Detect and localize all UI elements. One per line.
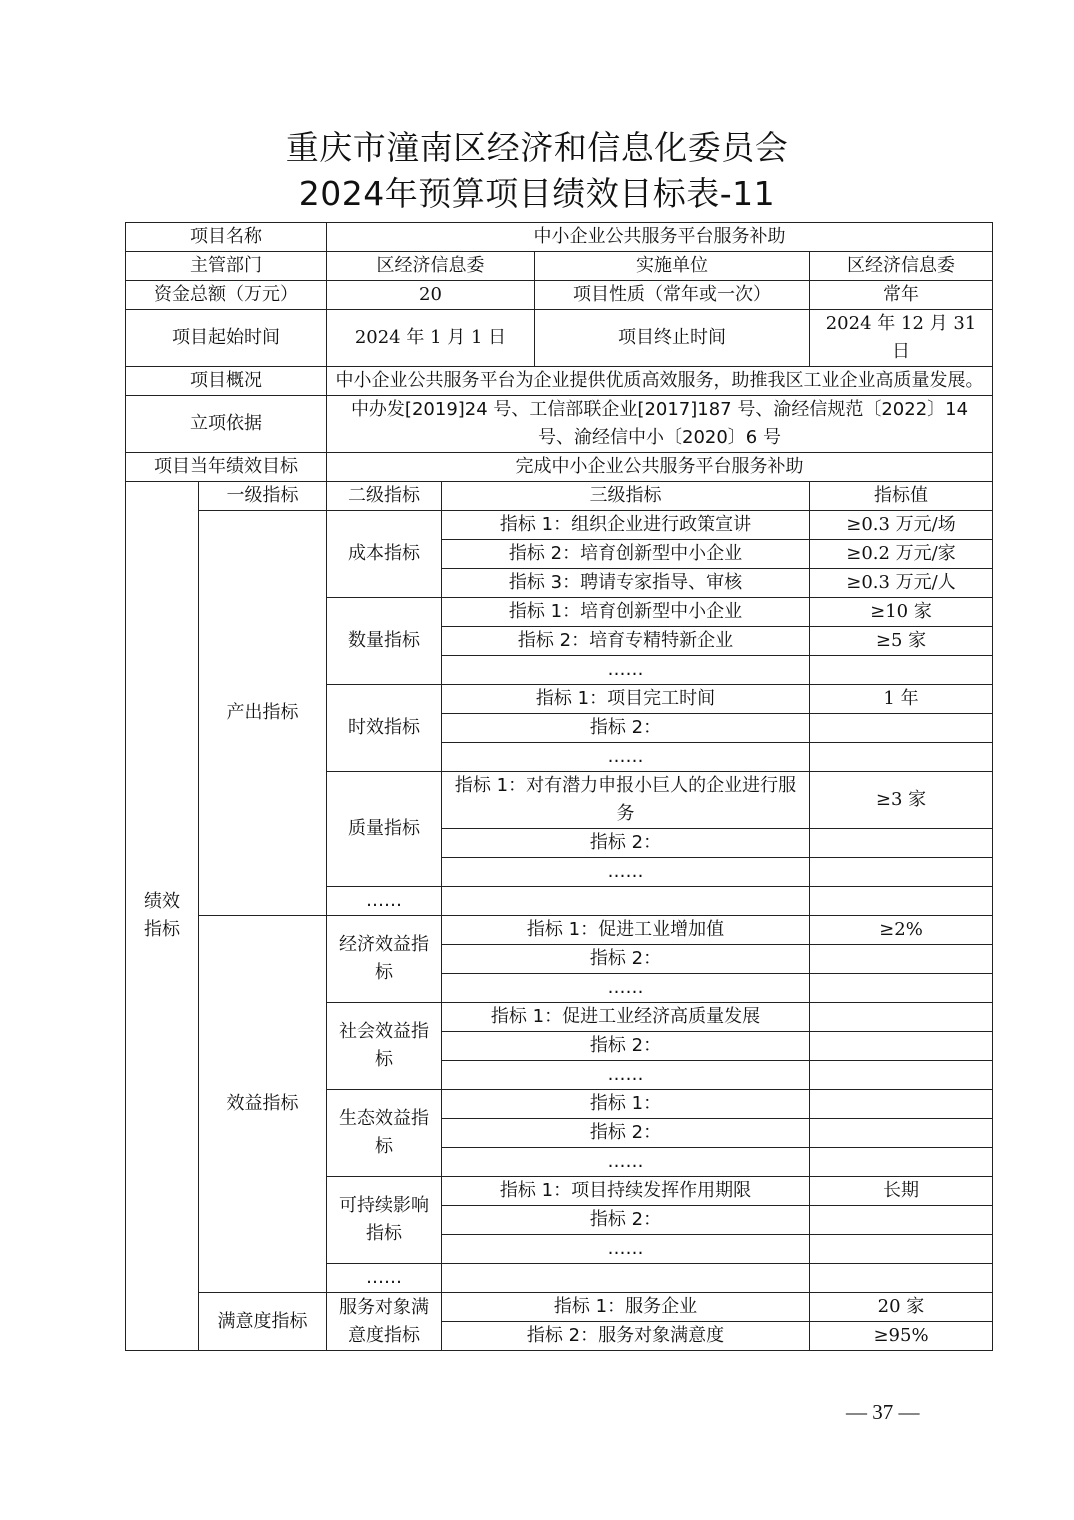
- ecological-row-2-name: 指标 2：: [442, 1119, 810, 1148]
- sustainable-row-1-value: 长期: [810, 1177, 993, 1206]
- quantity-row-3-value: [810, 656, 993, 685]
- ecological-row-3-value: [810, 1148, 993, 1177]
- social-row-1-name: 指标 1：促进工业经济高质量发展: [442, 1003, 810, 1032]
- fund-value: 20: [327, 281, 535, 310]
- economic-indicator-label: 经济效益指标: [327, 916, 442, 1003]
- sustainable-row-2-value: [810, 1206, 993, 1235]
- sustainable-row-2-name: 指标 2：: [442, 1206, 810, 1235]
- timeliness-row-3-value: [810, 743, 993, 772]
- ecological-row-2-value: [810, 1119, 993, 1148]
- benefit-ellipsis-value: [810, 1264, 993, 1293]
- project-name-value: 中小企业公共服务平台服务补助: [327, 223, 993, 252]
- economic-row-3-name: ……: [442, 974, 810, 1003]
- ecological-row-1-name: 指标 1：: [442, 1090, 810, 1119]
- quality-indicator-label: 质量指标: [327, 772, 442, 887]
- social-row-3-name: ……: [442, 1061, 810, 1090]
- quality-row-1-value: ≥3 家: [810, 772, 993, 829]
- basis-label: 立项依据: [126, 396, 327, 453]
- quantity-indicator-label: 数量指标: [327, 598, 442, 685]
- timeliness-indicator-label: 时效指标: [327, 685, 442, 772]
- overview-label: 项目概况: [126, 367, 327, 396]
- sustainable-row-3-name: ……: [442, 1235, 810, 1264]
- quality-row-3-name: ……: [442, 858, 810, 887]
- header-level2: 二级指标: [327, 482, 442, 511]
- quality-row-2-name: 指标 2：: [442, 829, 810, 858]
- satisfaction-row-1-name: 指标 1：服务企业: [442, 1293, 810, 1322]
- timeliness-row-2-name: 指标 2：: [442, 714, 810, 743]
- quantity-row-2-name: 指标 2：培育专精特新企业: [442, 627, 810, 656]
- performance-target-table: [125, 222, 993, 1351]
- social-row-1-value: [810, 1003, 993, 1032]
- economic-row-2-name: 指标 2：: [442, 945, 810, 974]
- satisfaction-indicator-label: 满意度指标: [199, 1293, 327, 1351]
- header-level1: 一级指标: [199, 482, 327, 511]
- social-row-3-value: [810, 1061, 993, 1090]
- header-value: 指标值: [810, 482, 993, 511]
- goal-value: 完成中小企业公共服务平台服务补助: [327, 453, 993, 482]
- output-ellipsis: ……: [327, 887, 442, 916]
- output-ellipsis-value: [810, 887, 993, 916]
- project-name-label: 项目名称: [126, 223, 327, 252]
- economic-row-1-name: 指标 1：促进工业增加值: [442, 916, 810, 945]
- quantity-row-1-name: 指标 1：培育创新型中小企业: [442, 598, 810, 627]
- end-value: 2024 年 12 月 31 日: [810, 310, 993, 367]
- social-row-2-name: 指标 2：: [442, 1032, 810, 1061]
- output-ellipsis-name: [442, 887, 810, 916]
- cost-row-2-value: ≥0.2 万元/家: [810, 540, 993, 569]
- output-indicator-label: 产出指标: [199, 511, 327, 916]
- ecological-row-3-name: ……: [442, 1148, 810, 1177]
- sustainable-row-1-name: 指标 1：项目持续发挥作用期限: [442, 1177, 810, 1206]
- cost-row-1-value: ≥0.3 万元/场: [810, 511, 993, 540]
- sustainable-indicator-label: 可持续影响指标: [327, 1177, 442, 1264]
- document-title-line2: 2024年预算项目绩效目标表-11: [298, 174, 776, 213]
- social-indicator-label: 社会效益指标: [327, 1003, 442, 1090]
- quality-row-3-value: [810, 858, 993, 887]
- satisfaction-row-2-value: ≥95%: [810, 1322, 993, 1351]
- quality-row-1-name: 指标 1：对有潜力申报小巨人的企业进行服务: [442, 772, 810, 829]
- economic-row-1-value: ≥2%: [810, 916, 993, 945]
- overview-value: 中小企业公共服务平台为企业提供优质高效服务，助推我区工业企业高质量发展。: [327, 367, 993, 396]
- cost-row-3-name: 指标 3：聘请专家指导、审核: [442, 569, 810, 598]
- performance-section-label: 绩效指标: [126, 482, 199, 1351]
- service-satisfaction-label: 服务对象满意度指标: [327, 1293, 442, 1351]
- benefit-indicator-label: 效益指标: [199, 916, 327, 1293]
- nature-value: 常年: [810, 281, 993, 310]
- page-number: — 37 —: [846, 1400, 920, 1424]
- impl-label: 实施单位: [535, 252, 810, 281]
- impl-value: 区经济信息委: [810, 252, 993, 281]
- social-row-2-value: [810, 1032, 993, 1061]
- quantity-row-1-value: ≥10 家: [810, 598, 993, 627]
- cost-row-2-name: 指标 2：培育创新型中小企业: [442, 540, 810, 569]
- timeliness-row-1-name: 指标 1：项目完工时间: [442, 685, 810, 714]
- goal-label: 项目当年绩效目标: [126, 453, 327, 482]
- start-value: 2024 年 1 月 1 日: [327, 310, 535, 367]
- basis-value: 中办发[2019]24 号、工信部联企业[2017]187 号、渝经信规范〔2022〕14 号、渝经信中小〔2020〕6 号: [327, 396, 993, 453]
- dept-value: 区经济信息委: [327, 252, 535, 281]
- satisfaction-row-1-value: 20 家: [810, 1293, 993, 1322]
- document-title-line1: 重庆市潼南区经济和信息化委员会: [285, 128, 789, 167]
- quantity-row-2-value: ≥5 家: [810, 627, 993, 656]
- header-level3: 三级指标: [442, 482, 810, 511]
- fund-label: 资金总额（万元）: [126, 281, 327, 310]
- ecological-indicator-label: 生态效益指标: [327, 1090, 442, 1177]
- satisfaction-row-2-name: 指标 2：服务对象满意度: [442, 1322, 810, 1351]
- quality-row-2-value: [810, 829, 993, 858]
- cost-row-1-name: 指标 1：组织企业进行政策宣讲: [442, 511, 810, 540]
- economic-row-2-value: [810, 945, 993, 974]
- timeliness-row-3-name: ……: [442, 743, 810, 772]
- dept-label: 主管部门: [126, 252, 327, 281]
- timeliness-row-2-value: [810, 714, 993, 743]
- ecological-row-1-value: [810, 1090, 993, 1119]
- economic-row-3-value: [810, 974, 993, 1003]
- quantity-row-3-name: ……: [442, 656, 810, 685]
- end-label: 项目终止时间: [535, 310, 810, 367]
- start-label: 项目起始时间: [126, 310, 327, 367]
- sustainable-row-3-value: [810, 1235, 993, 1264]
- cost-row-3-value: ≥0.3 万元/人: [810, 569, 993, 598]
- benefit-ellipsis-name: [442, 1264, 810, 1293]
- nature-label: 项目性质（常年或一次）: [535, 281, 810, 310]
- benefit-ellipsis: ……: [327, 1264, 442, 1293]
- timeliness-row-1-value: 1 年: [810, 685, 993, 714]
- cost-indicator-label: 成本指标: [327, 511, 442, 598]
